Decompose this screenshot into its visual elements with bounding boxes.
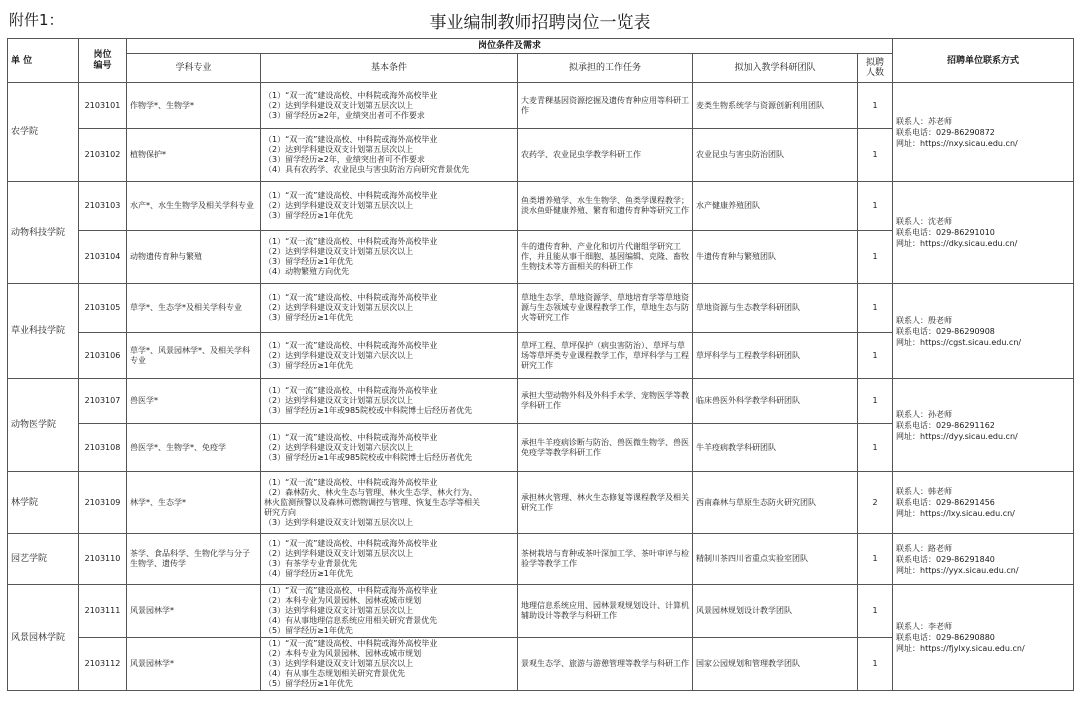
position-team: 精制川茶四川省重点实验室团队: [693, 534, 858, 585]
position-team: 风景园林规划设计教学团队: [693, 585, 858, 638]
document-header: [0, 0, 1080, 38]
table-row: [8, 379, 1074, 424]
unit-contact: [893, 534, 1074, 585]
condition-line: （1）“双一流”建设高校、中科院或海外高校毕业: [264, 586, 438, 595]
position-task: 草地生态学、草地资源学、草地培育学等草地资源与生态领域专业课程教学工作，草地生态与防火等研究工作: [518, 284, 693, 333]
table-row: [8, 472, 1074, 534]
condition-line: 林火监测预警以及森林可燃物调控与管理、恢复生态学等相关: [264, 497, 480, 507]
contact-line: 联系人：孙老师: [896, 409, 953, 419]
contact-line: 联系人：殷老师: [896, 315, 953, 325]
table-row: [8, 534, 1074, 585]
position-task: 景观生态学、旅游与游憩管理等教学与科研工作: [518, 638, 693, 691]
position-subject: 水产*、水生生物学及相关学科专业: [127, 182, 261, 231]
position-code: 2103107: [79, 379, 127, 424]
table-row: [8, 182, 1074, 231]
position-count: 1: [858, 83, 893, 129]
position-count: 1: [858, 182, 893, 231]
header-code: 岗位 编号: [79, 39, 127, 83]
header-unit: 单 位: [8, 39, 79, 83]
position-code: 2103108: [79, 424, 127, 472]
position-subject: 风景园林学*: [127, 638, 261, 691]
condition-line: 研究方向: [264, 507, 296, 517]
unit-contact: [893, 182, 1074, 284]
condition-line: （2）达到学科建设双支计划第五层次以上: [264, 247, 414, 256]
contact-line: 网址：https://cgst.sicau.edu.cn/: [896, 337, 1022, 347]
position-conditions: [261, 534, 518, 585]
position-team: 草地资源与生态教学科研团队: [693, 284, 858, 333]
header-basic: 基本条件: [261, 54, 518, 83]
position-conditions: [261, 231, 518, 284]
condition-line: （2）达到学科建设双支计划第五层次以上: [264, 201, 414, 210]
position-count: 1: [858, 534, 893, 585]
position-count: 1: [858, 284, 893, 333]
contact-line: 联系人：沈老师: [896, 217, 953, 226]
condition-line: （3）达到学科建设双支计划第五层次以上: [264, 517, 414, 527]
contact-line: 联系电话：029-86290872: [896, 127, 995, 137]
position-team: 水产健康养殖团队: [693, 182, 858, 231]
recruitment-table: [7, 38, 1074, 691]
unit-contact: [893, 284, 1074, 379]
contact-line: 联系电话：029-86291456: [896, 498, 995, 507]
position-subject: 动物遗传育种与繁殖: [127, 231, 261, 284]
position-subject: 植物保护*: [127, 129, 261, 182]
position-code: 2103110: [79, 534, 127, 585]
position-conditions: [261, 83, 518, 129]
contact-line: 网址：https://nxy.sicau.edu.cn/: [896, 138, 1018, 148]
condition-line: （3）留学经历≥1年优先: [264, 313, 353, 322]
condition-line: （3）留学经历≥2年，业绩突出者可不作要求: [264, 110, 425, 120]
condition-line: （1）“双一流”建设高校、中科院或海外高校毕业: [264, 237, 438, 246]
condition-line: （3）留学经历≥1年优先: [264, 360, 353, 370]
header-team: 拟加入教学科研团队: [693, 54, 858, 83]
contact-line: 联系电话：029-86291162: [896, 420, 995, 430]
contact-line: 联系人：路老师: [896, 543, 953, 553]
position-task: 茶树栽培与育种或茶叶深加工学、茶叶审评与检验学等教学工作: [518, 534, 693, 585]
header-conditions-group: 岗位条件及需求: [127, 39, 893, 54]
condition-line: （4）有从事生态规划相关研究背景优先: [264, 669, 406, 678]
condition-line: （2）本科专业为风景园林、园林或城市规划: [264, 596, 422, 605]
condition-line: （2）达到学科建设双支计划第五层次以上: [264, 100, 414, 110]
position-subject: 草学*、风景园林学*、及相关学科专业: [127, 333, 261, 379]
position-count: 1: [858, 379, 893, 424]
condition-line: （3）达到学科建设双支计划第五层次以上: [264, 659, 414, 668]
position-code: 2103112: [79, 638, 127, 691]
position-conditions: [261, 333, 518, 379]
header-subject: 学科专业: [127, 54, 261, 83]
unit-contact: [893, 379, 1074, 472]
position-team: 临床兽医外科学教学科研团队: [693, 379, 858, 424]
condition-line: （4）具有农药学、农业昆虫与害虫防治方向研究背景优先: [264, 165, 470, 174]
unit-name: 动物医学院: [8, 379, 79, 472]
condition-line: （5）留学经历≥1年优先: [264, 679, 353, 688]
unit-contact: [893, 83, 1074, 182]
unit-name: 动物科技学院: [8, 182, 79, 284]
contact-line: 网址：https://lxy.sicau.edu.cn/: [896, 509, 1015, 518]
position-conditions: [261, 182, 518, 231]
position-task: 地理信息系统应用、园林景观规划设计、计算机辅助设计等教学与科研工作: [518, 585, 693, 638]
condition-line: （5）留学经历≥1年优先: [264, 626, 353, 635]
unit-name: 园艺学院: [8, 534, 79, 585]
position-code: 2103109: [79, 472, 127, 534]
contact-line: 联系人：李老师: [896, 622, 953, 631]
condition-line: （1）“双一流”建设高校、中科院或海外高校毕业: [264, 191, 438, 200]
position-code: 2103102: [79, 129, 127, 182]
condition-line: （1）“双一流”建设高校、中科院或海外高校毕业: [264, 386, 438, 395]
position-task: 承担牛羊疫病诊断与防治、兽医微生物学、兽医免疫学等教学科研工作: [518, 424, 693, 472]
position-conditions: [261, 284, 518, 333]
position-conditions: [261, 472, 518, 534]
position-team: 国家公园规划和管理教学团队: [693, 638, 858, 691]
condition-line: （1）“双一流”建设高校、中科院或海外高校毕业: [264, 293, 438, 302]
condition-line: （2）达到学科建设双支计划第六层次以上: [264, 442, 414, 452]
unit-name: 草业科技学院: [8, 284, 79, 379]
document-title: 事业编制教师招聘岗位一览表: [429, 13, 651, 33]
position-count: 1: [858, 231, 893, 284]
contact-line: 联系人：苏老师: [896, 116, 953, 126]
position-conditions: [261, 129, 518, 182]
position-task: 承担大型动物外科及外科手术学、宠物医学等教学科研工作: [518, 379, 693, 424]
position-team: 草坪科学与工程教学科研团队: [693, 333, 858, 379]
position-code: 2103105: [79, 284, 127, 333]
contact-line: 网址：https://yyx.sicau.edu.cn/: [896, 565, 1019, 575]
table-row: [8, 83, 1074, 129]
condition-line: （2）达到学科建设双支计划第五层次以上: [264, 396, 414, 405]
condition-line: （2）达到学科建设双支计划第五层次以上: [264, 549, 414, 558]
unit-name: 风景园林学院: [8, 585, 79, 691]
position-conditions: [261, 424, 518, 472]
position-team: 麦类生物系统学与资源创新利用团队: [693, 83, 858, 129]
condition-line: （3）留学经历≥1年或985院校或中科院博士后经历者优先: [264, 452, 473, 462]
position-team: 西南森林与草原生态防火研究团队: [693, 472, 858, 534]
position-team: 牛遗传育种与繁殖团队: [693, 231, 858, 284]
header-contact: 招聘单位联系方式: [893, 39, 1074, 83]
position-team: 牛羊疫病教学科研团队: [693, 424, 858, 472]
condition-line: （2）本科专业为风景园林、园林或城市规划: [264, 649, 422, 658]
contact-line: 联系电话：029-86291840: [896, 554, 995, 564]
condition-line: （2）达到学科建设双支计划第五层次以上: [264, 145, 414, 154]
condition-line: （2）森林防火、林火生态与管理、林火生态学、林火行为、: [264, 487, 478, 497]
position-count: 2: [858, 472, 893, 534]
position-task: 大麦青稞基因资源挖掘及遗传育种应用等科研工作: [518, 83, 693, 129]
position-code: 2103103: [79, 182, 127, 231]
contact-line: 联系电话：029-86291010: [896, 228, 995, 237]
condition-line: （1）“双一流”建设高校、中科院或海外高校毕业: [264, 477, 438, 487]
position-subject: 兽医学*、生物学*、免疫学: [127, 424, 261, 472]
position-count: 1: [858, 129, 893, 182]
table-row: [8, 284, 1074, 333]
position-subject: 作物学*、生物学*: [127, 83, 261, 129]
contact-line: 联系电话：029-86290908: [896, 326, 995, 336]
position-team: 农业昆虫与害虫防治团队: [693, 129, 858, 182]
contact-line: 网址：https://dyy.sicau.edu.cn/: [896, 431, 1018, 441]
condition-line: （4）有从事地理信息系统应用相关研究背景优先: [264, 616, 438, 625]
position-subject: 风景园林学*: [127, 585, 261, 638]
position-task: 草坪工程、草坪保护（病虫害防治）、草坪与草场等草坪类专业课程教学工作，草坪科学与工程研究工作: [518, 333, 693, 379]
position-task: 农药学、农业昆虫学教学科研工作: [518, 129, 693, 182]
contact-line: 联系人：韩老师: [896, 487, 953, 496]
condition-line: （1）“双一流”建设高校、中科院或海外高校毕业: [264, 539, 438, 548]
table-row: [8, 585, 1074, 638]
condition-line: （1）“双一流”建设高校、中科院或海外高校毕业: [264, 90, 438, 100]
unit-contact: [893, 585, 1074, 691]
unit-name: 农学院: [8, 83, 79, 182]
position-subject: 兽医学*: [127, 379, 261, 424]
contact-line: 网址：https://fjylxy.sicau.edu.cn/: [896, 644, 1025, 653]
unit-name: 林学院: [8, 472, 79, 534]
position-count: 1: [858, 638, 893, 691]
position-count: 1: [858, 333, 893, 379]
contact-line: 网址：https://dky.sicau.edu.cn/: [896, 239, 1018, 248]
position-conditions: [261, 585, 518, 638]
condition-line: （3）达到学科建设双支计划第五层次以上: [264, 606, 414, 615]
position-task: 牛的遗传育种、产业化和切片代谢组学研究工作，并且能从事干细胞、基因编辑、克隆、畜牧生物技术等方面相关的科研工作: [518, 231, 693, 284]
position-code: 2103106: [79, 333, 127, 379]
condition-line: （1）“双一流”建设高校、中科院或海外高校毕业: [264, 340, 438, 350]
position-conditions: [261, 379, 518, 424]
unit-contact: [893, 472, 1074, 534]
condition-line: （4）动物繁殖方向优先: [264, 267, 350, 276]
condition-line: （3）留学经历≥1年或985院校或中科院博士后经历者优先: [264, 406, 473, 415]
position-conditions: [261, 638, 518, 691]
condition-line: （3）留学经历≥2年，业绩突出者可不作要求: [264, 155, 425, 164]
header-task: 拟承担的工作任务: [518, 54, 693, 83]
condition-line: （4）留学经历≥1年优先: [264, 569, 353, 578]
position-task: 鱼类增养殖学、水生生物学、鱼类学课程教学；淡水鱼虾健康养殖、繁育和遗传育种等研究工作: [518, 182, 693, 231]
condition-line: （1）“双一流”建设高校、中科院或海外高校毕业: [264, 432, 438, 442]
position-code: 2103111: [79, 585, 127, 638]
position-subject: 草学*、生态学*及相关学科专业: [127, 284, 261, 333]
position-count: 1: [858, 424, 893, 472]
condition-line: （3）留学经历≥1年优先: [264, 257, 353, 266]
contact-line: 联系电话：029-86290880: [896, 633, 995, 642]
condition-line: （3）有茶学专业背景优先: [264, 559, 358, 568]
condition-line: （2）达到学科建设双支计划第六层次以上: [264, 350, 414, 360]
condition-line: （3）留学经历≥1年优先: [264, 211, 353, 220]
header-count: 拟聘 人数: [858, 54, 893, 83]
position-count: 1: [858, 585, 893, 638]
condition-line: （2）达到学科建设双支计划第五层次以上: [264, 303, 414, 312]
position-subject: 林学*、生态学*: [127, 472, 261, 534]
attachment-label: 附件1：: [9, 11, 64, 29]
condition-line: （1）“双一流”建设高校、中科院或海外高校毕业: [264, 639, 438, 648]
position-code: 2103101: [79, 83, 127, 129]
condition-line: （1）“双一流”建设高校、中科院或海外高校毕业: [264, 135, 438, 144]
position-task: 承担林火管理、林火生态修复等课程教学及相关研究工作: [518, 472, 693, 534]
position-code: 2103104: [79, 231, 127, 284]
position-subject: 茶学、食品科学、生物化学与分子生物学、遗传学: [127, 534, 261, 585]
